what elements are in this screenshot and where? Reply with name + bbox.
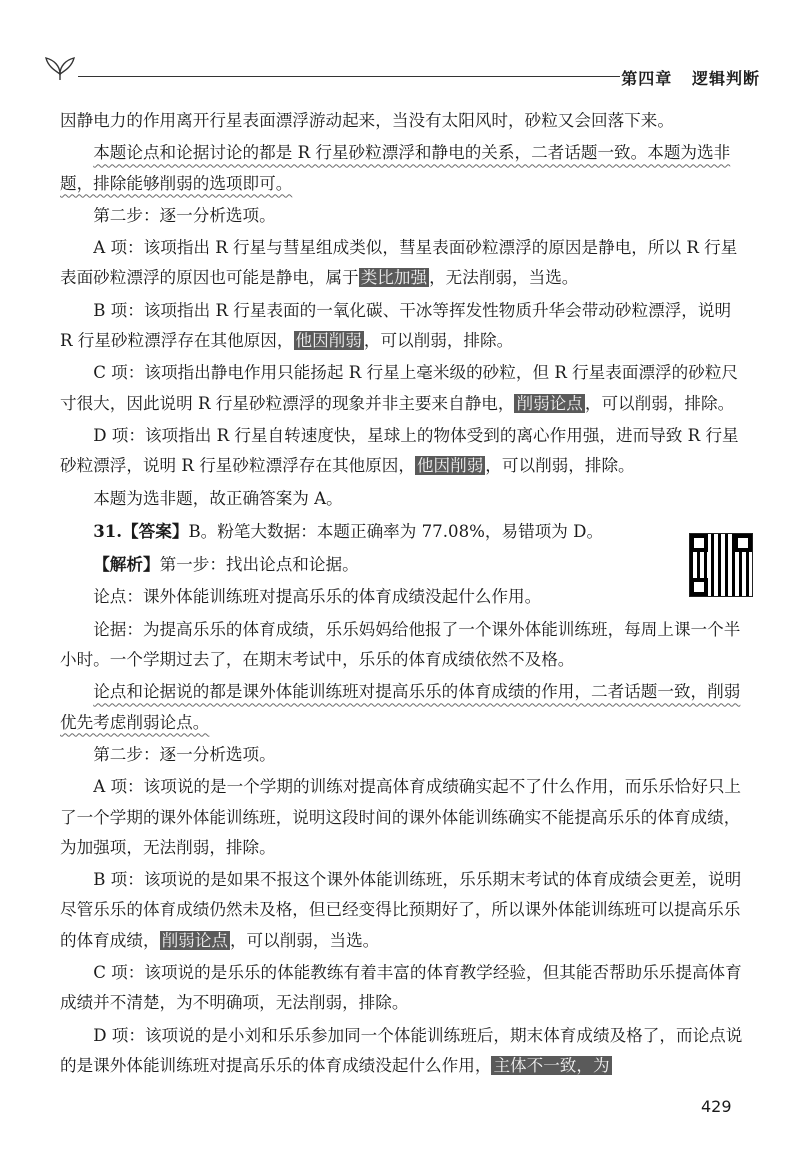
paragraph — [60, 582, 748, 612]
text-run: 第二步：逐一分析选项。 — [93, 744, 276, 764]
bold-label: 31.【答案】 — [93, 520, 189, 541]
paragraph — [60, 740, 748, 770]
text-run: ，无法削弱，当选。 — [429, 268, 579, 288]
paragraph — [60, 549, 748, 580]
paragraph — [60, 484, 748, 514]
text-run: 第二步：逐一分析选项。 — [93, 205, 276, 225]
paragraph — [60, 233, 748, 294]
text-run: A 项：该项说的是一个学期的训练对提高体育成绩确实起不了什么作用，而乐乐恰好只上了一个学期的课外体能训练班，说明这段时间的课外体能训练确实不能提高乐乐的体育成绩，为加强项，无法削弱，排除。 — [60, 777, 742, 857]
paragraph — [60, 201, 748, 231]
paragraph — [60, 138, 748, 199]
paragraph — [60, 958, 748, 1019]
qr-code-icon[interactable] — [689, 533, 753, 597]
text-run: B 项：该项说的是如果不报这个课外体能训练班，乐乐期末考试的体育成绩会更差，说明尽管乐乐的体育成绩仍然未及格，但已经变得比预期好了，所以课外体能训练班可以提高乐乐的体育成绩， — [60, 870, 742, 950]
paragraph — [60, 865, 748, 956]
chapter-title: 第四章 逻辑判断 — [621, 69, 760, 88]
paragraph — [60, 421, 748, 482]
page-body — [60, 106, 748, 1083]
paragraph — [60, 1021, 748, 1082]
highlight-tag: 他因削弱 — [416, 456, 484, 476]
bold-label: 【解析】 — [93, 554, 160, 575]
header-rule — [78, 76, 620, 77]
text-run: 因静电力的作用离开行星表面漂浮游动起来，当没有太阳风时，砂粒又会回落下来。 — [60, 111, 674, 130]
text-run: ，可以削弱，当选。 — [229, 930, 380, 950]
wavy-underlined-text: 本题论点和论据讨论的都是 R 行星砂粒漂浮和静电的关系，二者话题一致。本题为选非题，排除能够削弱的选项即可。 — [60, 143, 731, 193]
leaf-icon — [40, 44, 80, 84]
text-run: B 项：该项指出 R 行星表面的一氧化碳、干冰等挥发性物质升华会带动砂粒漂浮，说明 R 行星砂粒漂浮存在其他原因， — [60, 300, 732, 351]
page-header — [40, 42, 760, 92]
highlight-tag: 削弱论点 — [516, 393, 583, 413]
text-run: 论据：为提高乐乐的体育成绩，乐乐妈妈给他报了一个课外体能训练班，每周上课一个半小时。一个学期过去了，在期末考试中，乐乐的体育成绩依然不及格。 — [60, 619, 741, 670]
paragraph — [60, 296, 748, 357]
paragraph — [60, 677, 748, 738]
highlight-tag: 类比加强 — [360, 268, 428, 288]
highlight-tag: 他因削弱 — [295, 331, 362, 351]
text-run: A 项：该项指出 R 行星与彗星组成类似，彗星表面砂粒漂浮的原因是静电，所以 R 行星表面砂粒漂浮的原因也可能是静电，属于 — [60, 238, 738, 288]
wavy-underlined-text: 论点和论据说的都是课外体能训练班对提高乐乐的体育成绩的作用，二者话题一致，削弱优先考虑削弱论点。 — [60, 682, 741, 732]
text-run: ，可以削弱，排除。 — [584, 393, 735, 413]
text-run: D 项：该项说的是小刘和乐乐参加同一个体能训练班后，期末体育成绩及格了，而论点说的是课外体能训练班对提高乐乐的体育成绩没起什么作用， — [60, 1025, 743, 1075]
page-number: 429 — [701, 1097, 732, 1116]
text-run: 论点：课外体能训练班对提高乐乐的体育成绩没起什么作用。 — [93, 587, 542, 607]
text-run: ，可以削弱，排除。 — [363, 331, 514, 351]
paragraph — [60, 615, 748, 676]
text-run: C 项：该项指出静电作用只能扬起 R 行星上毫米级的砂粒，但 R 行星表面漂浮的砂粒尺寸很大，因此说明 R 行星砂粒漂浮的现象并非主要来自静电， — [60, 363, 739, 413]
paragraph — [60, 106, 748, 136]
text-run: 本题为选非题，故正确答案为 A。 — [93, 488, 343, 508]
paragraph — [60, 772, 748, 863]
text-run: B。粉笔大数据：本题正确率为 77.08%，易错项为 D。 — [188, 521, 604, 541]
text-run: 第一步：找出论点和论据。 — [159, 555, 359, 575]
paragraph — [60, 358, 748, 419]
paragraph — [60, 516, 748, 547]
highlight-tag: 削弱论点 — [161, 930, 228, 950]
text-run: D 项：该项指出 R 行星自转速度快，星球上的物体受到的离心作用强，进而导致 R 行星砂粒漂浮，说明 R 行星砂粒漂浮存在其他原因， — [60, 425, 739, 476]
text-run: C 项：该项说的是乐乐的体能教练有着丰富的体育教学经验，但其能否帮助乐乐提高体育成绩并不清楚，为不明确项，无法削弱，排除。 — [60, 963, 742, 1013]
highlight-tag: 主体不一致，为 — [493, 1055, 610, 1075]
text-run: ，可以削弱，排除。 — [485, 456, 635, 476]
